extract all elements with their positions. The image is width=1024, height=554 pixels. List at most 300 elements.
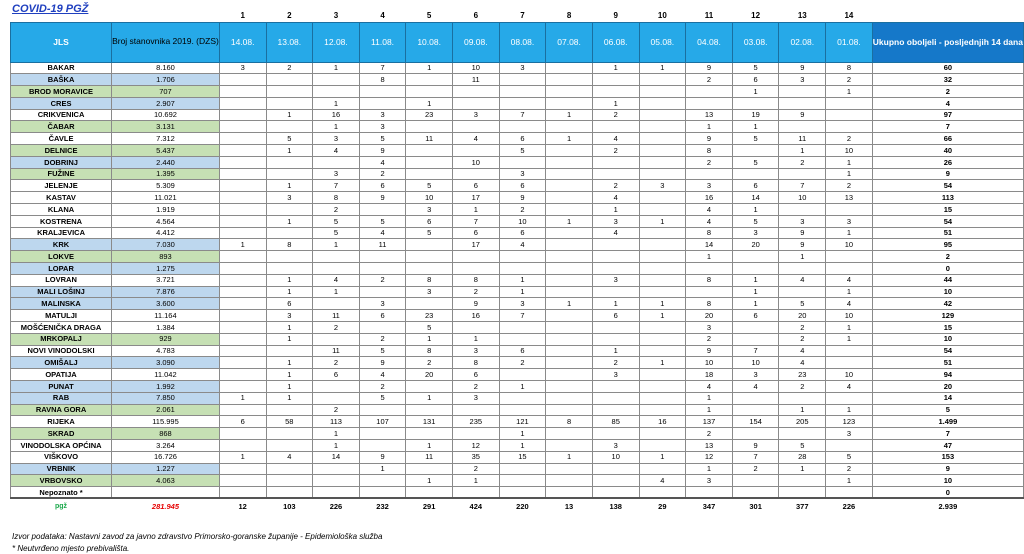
case-cell (592, 475, 639, 487)
case-cell (546, 204, 593, 216)
case-cell (779, 487, 826, 499)
total-cell: 153 (872, 451, 1023, 463)
header-population: Broj stanovnika 2019. (DZS) (112, 22, 220, 62)
case-cell: 6 (219, 416, 266, 428)
case-cell: 1 (826, 404, 873, 416)
case-cell: 154 (732, 416, 779, 428)
case-cell: 1 (406, 97, 453, 109)
header-date: 06.08. (592, 22, 639, 62)
case-cell: 18 (686, 369, 733, 381)
case-cell (639, 239, 686, 251)
case-cell: 1 (686, 121, 733, 133)
case-cell: 8 (686, 145, 733, 157)
case-cell (219, 168, 266, 180)
case-cell: 35 (452, 451, 499, 463)
case-cell (219, 428, 266, 440)
case-cell: 9 (686, 345, 733, 357)
case-cell: 8 (826, 62, 873, 74)
case-cell (359, 428, 406, 440)
case-cell: 1 (639, 62, 686, 74)
case-cell: 17 (452, 192, 499, 204)
case-cell (546, 263, 593, 275)
total-cell: 26 (872, 156, 1023, 168)
case-cell (732, 428, 779, 440)
case-cell (219, 322, 266, 334)
header-date: 04.08. (686, 22, 733, 62)
case-cell: 23 (406, 109, 453, 121)
case-cell: 1 (826, 227, 873, 239)
case-cell (686, 286, 733, 298)
table-row (11, 404, 1024, 416)
case-cell: 2 (592, 145, 639, 157)
table-row (11, 357, 1024, 369)
case-cell (592, 333, 639, 345)
total-cell: 2 (872, 251, 1023, 263)
population-cell: 115.995 (112, 416, 220, 428)
case-cell (359, 263, 406, 275)
case-cell: 6 (359, 180, 406, 192)
summary-cell: 220 (499, 498, 546, 514)
total-cell: 20 (872, 381, 1023, 393)
case-cell (592, 381, 639, 393)
case-cell: 6 (499, 345, 546, 357)
header-row (11, 22, 1024, 62)
summary-total: 2.939 (872, 498, 1023, 514)
case-cell: 2 (779, 381, 826, 393)
case-cell (546, 74, 593, 86)
case-cell: 8 (406, 274, 453, 286)
case-cell: 3 (592, 369, 639, 381)
case-cell: 20 (732, 239, 779, 251)
case-cell: 2 (499, 204, 546, 216)
case-cell (779, 121, 826, 133)
population-cell: 11.021 (112, 192, 220, 204)
case-cell: 11 (406, 133, 453, 145)
case-cell (406, 121, 453, 133)
case-cell (779, 263, 826, 275)
case-cell: 3 (313, 168, 360, 180)
table-row (11, 322, 1024, 334)
case-cell: 23 (779, 369, 826, 381)
case-cell: 9 (732, 440, 779, 452)
case-cell: 2 (826, 463, 873, 475)
summary-cell: 226 (313, 498, 360, 514)
case-cell (546, 463, 593, 475)
case-cell: 4 (313, 274, 360, 286)
case-cell: 1 (826, 475, 873, 487)
case-cell (219, 487, 266, 499)
case-cell (452, 263, 499, 275)
case-cell: 9 (452, 298, 499, 310)
case-cell (266, 487, 313, 499)
case-cell (266, 404, 313, 416)
case-cell (592, 428, 639, 440)
case-cell (732, 263, 779, 275)
case-cell: 8 (313, 192, 360, 204)
case-cell: 3 (592, 274, 639, 286)
case-cell (546, 322, 593, 334)
case-cell (219, 274, 266, 286)
case-cell (266, 227, 313, 239)
population-cell: 868 (112, 428, 220, 440)
case-cell: 2 (826, 133, 873, 145)
case-cell: 14 (686, 239, 733, 251)
summary-cell: 103 (266, 498, 313, 514)
case-cell (826, 263, 873, 275)
case-cell (639, 121, 686, 133)
case-cell: 16 (686, 192, 733, 204)
case-cell (266, 263, 313, 275)
case-cell (826, 109, 873, 121)
municipality-name: VINODOLSKA OPĆINA (11, 440, 112, 452)
col-number: 12 (751, 10, 761, 20)
case-cell: 1 (313, 286, 360, 298)
total-cell: 7 (872, 121, 1023, 133)
population-cell: 7.030 (112, 239, 220, 251)
population-cell: 4.783 (112, 345, 220, 357)
case-cell: 1 (546, 451, 593, 463)
case-cell (546, 86, 593, 98)
case-cell: 4 (313, 145, 360, 157)
municipality-name: CRES (11, 97, 112, 109)
col-number: 7 (520, 10, 525, 20)
municipality-name: ČAVLE (11, 133, 112, 145)
case-cell: 10 (826, 145, 873, 157)
case-cell: 11 (313, 310, 360, 322)
case-cell (406, 428, 453, 440)
case-cell: 1 (639, 310, 686, 322)
case-cell: 11 (359, 239, 406, 251)
case-cell (546, 428, 593, 440)
case-cell: 11 (406, 451, 453, 463)
case-cell (686, 97, 733, 109)
table-row (11, 133, 1024, 145)
population-cell: 4.063 (112, 475, 220, 487)
municipality-name: RAVNA GORA (11, 404, 112, 416)
total-cell: 15 (872, 204, 1023, 216)
case-cell: 1 (266, 369, 313, 381)
case-cell (546, 345, 593, 357)
case-cell (219, 121, 266, 133)
case-cell: 1 (639, 357, 686, 369)
case-cell (219, 345, 266, 357)
case-cell (826, 440, 873, 452)
case-cell: 85 (592, 416, 639, 428)
table-row (11, 156, 1024, 168)
table-row (11, 333, 1024, 345)
case-cell: 2 (779, 322, 826, 334)
case-cell: 1 (499, 428, 546, 440)
case-cell: 16 (313, 109, 360, 121)
case-cell: 1 (732, 121, 779, 133)
case-cell (546, 121, 593, 133)
case-cell (266, 463, 313, 475)
header-date: 01.08. (826, 22, 873, 62)
header-date: 11.08. (359, 22, 406, 62)
case-cell (546, 62, 593, 74)
population-cell: 3.131 (112, 121, 220, 133)
case-cell: 4 (732, 381, 779, 393)
case-cell (592, 74, 639, 86)
case-cell: 1 (313, 239, 360, 251)
case-cell: 2 (686, 156, 733, 168)
case-cell (639, 168, 686, 180)
case-cell: 20 (406, 369, 453, 381)
case-cell (266, 440, 313, 452)
case-cell (592, 404, 639, 416)
case-cell: 7 (779, 180, 826, 192)
case-cell: 1 (686, 251, 733, 263)
case-cell: 131 (406, 416, 453, 428)
case-cell (546, 404, 593, 416)
case-cell (686, 263, 733, 275)
case-cell: 10 (826, 369, 873, 381)
case-cell: 3 (686, 475, 733, 487)
summary-cell: 424 (452, 498, 499, 514)
population-cell: 1.992 (112, 381, 220, 393)
case-cell (219, 133, 266, 145)
case-cell (499, 487, 546, 499)
case-cell (732, 251, 779, 263)
municipality-name: KASTAV (11, 192, 112, 204)
case-cell: 7 (499, 310, 546, 322)
case-cell: 2 (452, 463, 499, 475)
case-cell: 205 (779, 416, 826, 428)
case-cell: 2 (779, 156, 826, 168)
case-cell (779, 97, 826, 109)
case-cell: 1 (826, 168, 873, 180)
total-cell: 9 (872, 168, 1023, 180)
case-cell (219, 475, 266, 487)
case-cell (499, 121, 546, 133)
case-cell: 6 (266, 298, 313, 310)
case-cell (639, 286, 686, 298)
case-cell (406, 156, 453, 168)
case-cell (313, 333, 360, 345)
case-cell (266, 204, 313, 216)
case-cell (639, 251, 686, 263)
population-cell: 3.721 (112, 274, 220, 286)
case-cell (546, 274, 593, 286)
case-cell: 6 (359, 310, 406, 322)
case-cell (732, 322, 779, 334)
case-cell: 1 (406, 440, 453, 452)
total-cell: 54 (872, 180, 1023, 192)
total-cell: 10 (872, 475, 1023, 487)
case-cell (639, 74, 686, 86)
case-cell (546, 251, 593, 263)
population-cell: 3.600 (112, 298, 220, 310)
case-cell: 28 (779, 451, 826, 463)
case-cell (266, 86, 313, 98)
total-cell: 94 (872, 369, 1023, 381)
case-cell: 4 (452, 133, 499, 145)
case-cell: 6 (452, 180, 499, 192)
total-cell: 51 (872, 357, 1023, 369)
table-row (11, 97, 1024, 109)
case-cell (686, 487, 733, 499)
case-cell (546, 333, 593, 345)
case-cell: 1 (266, 357, 313, 369)
table-row (11, 145, 1024, 157)
case-cell (406, 168, 453, 180)
case-cell: 1 (313, 428, 360, 440)
population-cell: 1.919 (112, 204, 220, 216)
total-cell: 44 (872, 274, 1023, 286)
case-cell: 5 (359, 392, 406, 404)
case-cell (359, 286, 406, 298)
case-cell: 6 (313, 369, 360, 381)
case-cell (452, 145, 499, 157)
municipality-name: KLANA (11, 204, 112, 216)
case-cell (592, 86, 639, 98)
municipality-name: PUNAT (11, 381, 112, 393)
municipality-name: VRBNIK (11, 463, 112, 475)
case-cell: 5 (406, 322, 453, 334)
case-cell: 1 (266, 381, 313, 393)
case-cell (592, 487, 639, 499)
population-cell: 7.312 (112, 133, 220, 145)
case-cell: 1 (686, 404, 733, 416)
case-cell (313, 74, 360, 86)
table-row (11, 62, 1024, 74)
case-cell: 2 (266, 62, 313, 74)
case-cell (219, 227, 266, 239)
case-cell (452, 97, 499, 109)
total-cell: 42 (872, 298, 1023, 310)
total-cell: 5 (872, 404, 1023, 416)
case-cell: 4 (779, 274, 826, 286)
summary-cell: 347 (686, 498, 733, 514)
case-cell: 2 (313, 404, 360, 416)
case-cell: 15 (499, 451, 546, 463)
population-cell: 2.907 (112, 97, 220, 109)
case-cell (779, 392, 826, 404)
case-cell (406, 298, 453, 310)
municipality-name: SKRAD (11, 428, 112, 440)
case-cell: 121 (499, 416, 546, 428)
municipality-name: MRKOPALJ (11, 333, 112, 345)
municipality-name: MATULJI (11, 310, 112, 322)
case-cell: 1 (779, 404, 826, 416)
case-cell: 5 (313, 227, 360, 239)
col-number: 4 (380, 10, 385, 20)
population-cell: 11.042 (112, 369, 220, 381)
summary-cell: 138 (592, 498, 639, 514)
case-cell (452, 428, 499, 440)
header-date: 09.08. (452, 22, 499, 62)
col-number: 2 (287, 10, 292, 20)
case-cell (313, 381, 360, 393)
header-date: 13.08. (266, 22, 313, 62)
case-cell (592, 168, 639, 180)
case-cell: 1 (452, 475, 499, 487)
header-date: 14.08. (219, 22, 266, 62)
case-cell: 4 (359, 156, 406, 168)
case-cell: 1 (826, 286, 873, 298)
case-cell: 5 (499, 145, 546, 157)
case-cell (219, 180, 266, 192)
population-cell: 16.726 (112, 451, 220, 463)
case-cell: 3 (452, 345, 499, 357)
case-cell: 1 (406, 392, 453, 404)
case-cell (732, 97, 779, 109)
case-cell: 2 (452, 286, 499, 298)
case-cell: 9 (779, 109, 826, 121)
case-cell: 2 (686, 74, 733, 86)
case-cell: 1 (313, 62, 360, 74)
case-cell: 1 (359, 463, 406, 475)
case-cell (313, 487, 360, 499)
case-cell (546, 392, 593, 404)
case-cell (546, 286, 593, 298)
case-cell (732, 475, 779, 487)
population-cell: 10.692 (112, 109, 220, 121)
case-cell (592, 322, 639, 334)
case-cell: 11 (313, 345, 360, 357)
summary-label: pgž (11, 498, 112, 514)
municipality-name: RAB (11, 392, 112, 404)
table-row (11, 451, 1024, 463)
population-cell: 1.227 (112, 463, 220, 475)
case-cell (219, 381, 266, 393)
population-cell: 5.437 (112, 145, 220, 157)
case-cell: 3 (592, 440, 639, 452)
case-cell: 1 (406, 333, 453, 345)
total-cell: 129 (872, 310, 1023, 322)
case-cell (406, 251, 453, 263)
table-row (11, 440, 1024, 452)
case-cell: 1 (219, 451, 266, 463)
table-row (11, 263, 1024, 275)
case-cell: 1 (546, 133, 593, 145)
case-cell: 10 (406, 192, 453, 204)
case-cell (639, 263, 686, 275)
table-body (11, 62, 1024, 498)
case-cell: 5 (732, 215, 779, 227)
case-cell: 1 (219, 239, 266, 251)
col-number: 8 (566, 10, 572, 20)
case-cell (639, 428, 686, 440)
municipality-name: MALINSKA (11, 298, 112, 310)
case-cell (779, 475, 826, 487)
case-cell: 3 (592, 215, 639, 227)
municipality-name: OMIŠALJ (11, 357, 112, 369)
header-date: 08.08. (499, 22, 546, 62)
case-cell: 9 (686, 62, 733, 74)
case-cell (546, 180, 593, 192)
case-cell: 3 (406, 286, 453, 298)
case-cell (313, 156, 360, 168)
case-cell: 5 (732, 62, 779, 74)
col-number: 3 (333, 10, 339, 20)
case-cell: 14 (313, 451, 360, 463)
population-cell: 893 (112, 251, 220, 263)
case-cell: 3 (826, 428, 873, 440)
case-cell (639, 369, 686, 381)
case-cell: 6 (499, 180, 546, 192)
case-cell: 9 (779, 227, 826, 239)
total-cell: 0 (872, 487, 1023, 499)
case-cell (219, 333, 266, 345)
case-cell: 9 (779, 239, 826, 251)
case-cell: 3 (452, 392, 499, 404)
case-cell: 9 (359, 192, 406, 204)
case-cell (779, 428, 826, 440)
case-cell: 10 (452, 156, 499, 168)
population-cell: 929 (112, 333, 220, 345)
case-cell (639, 274, 686, 286)
